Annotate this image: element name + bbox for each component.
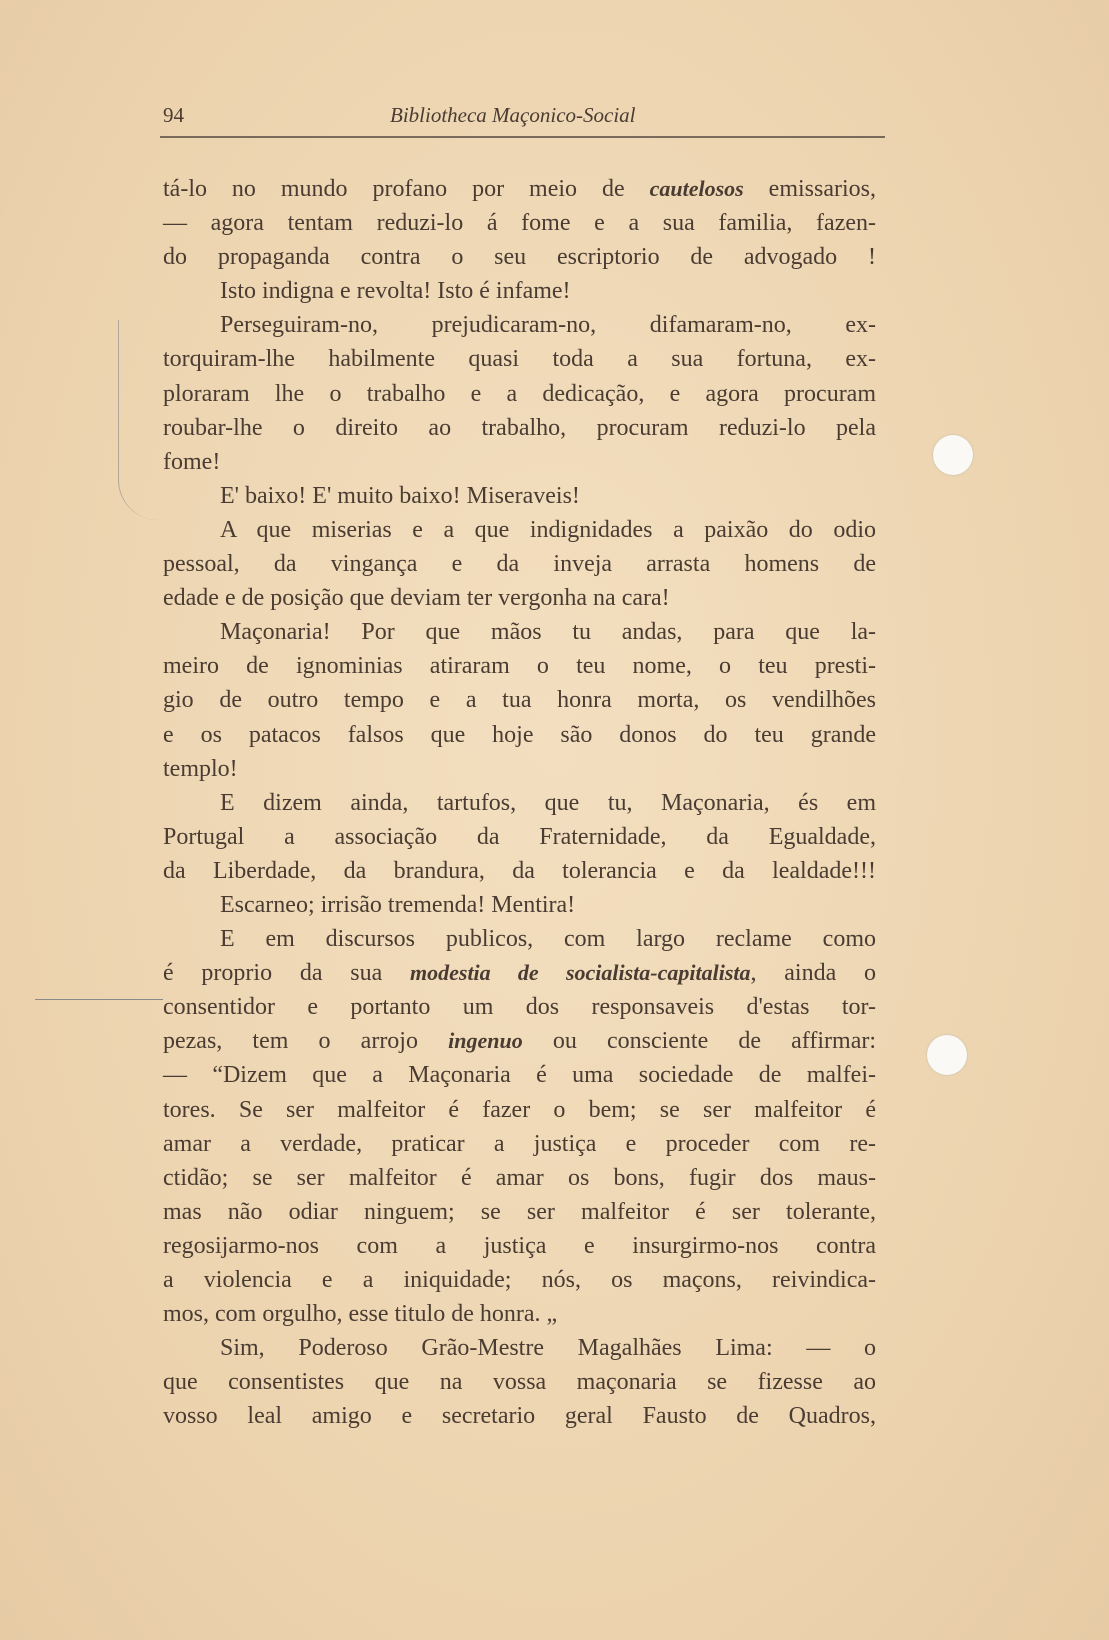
binding-hole: [933, 435, 973, 475]
text-line: [163, 956, 876, 990]
text-line: [163, 752, 876, 786]
binding-hole: [927, 1035, 967, 1075]
text-line: [163, 1365, 876, 1399]
text-run: tá-lo no mundo profano por meio de: [163, 176, 650, 202]
text-run: Maçonaria! Por que mãos tu andas, para que la-: [220, 619, 876, 646]
text-run: E dizem ainda, tartufos, que tu, Maçonaria, és em: [220, 789, 876, 816]
text-run: E em discursos publicos, com largo reclame como: [220, 926, 876, 953]
text-run: Isto indigna e revolta! Isto é infame!: [220, 278, 571, 305]
pencil-underline-mark: [35, 999, 163, 1000]
running-title: Bibliotheca Maçonico-Social: [390, 103, 636, 127]
text-run: roubar-lhe o direito ao trabalho, procuram reduzi-lo pela: [163, 414, 876, 441]
italic-text-run: ingenuo: [448, 1028, 523, 1054]
text-line: [163, 1297, 876, 1331]
text-run: da Liberdade, da brandura, da tolerancia e da lealdade!!!: [163, 857, 876, 884]
text-run: é proprio da sua: [163, 960, 410, 987]
text-run: mas não odiar ninguem; se ser malfeitor é ser tolerante,: [163, 1198, 876, 1225]
text-run: — agora tentam reduzi-lo á fome e a sua familia, fazen-: [163, 210, 876, 237]
text-run: pezas, tem o arrojo: [163, 1028, 449, 1055]
text-line: [163, 1195, 876, 1229]
text-run: amar a verdade, praticar a justiça e proceder com re-: [163, 1130, 876, 1157]
text-line: [163, 922, 876, 956]
header-rule: [160, 136, 885, 138]
text-run: consentidor e portanto um dos responsaveis d'estas tor-: [163, 994, 876, 1021]
text-run: que consentistes que na vossa maçonaria se fizesse ao: [163, 1369, 876, 1396]
text-run: , ainda o: [750, 960, 876, 987]
text-line: [163, 172, 876, 206]
text-run: torquiram-lhe habilmente quasi toda a sua fortuna, ex-: [163, 346, 876, 373]
italic-text-run: modestia de socialista-capitalista: [410, 960, 751, 986]
text-run: e os patacos falsos que hoje são donos do teu grande: [163, 721, 876, 748]
text-line: [163, 1229, 876, 1263]
text-line: [163, 411, 876, 445]
text-line: [163, 1127, 876, 1161]
text-run: ou consciente de affirmar:: [522, 1028, 876, 1055]
text-line: [163, 274, 876, 308]
text-line: [163, 581, 876, 615]
text-run: emissarios,: [743, 176, 876, 202]
page-number: 94: [163, 103, 184, 127]
text-run: vosso leal amigo e secretario geral Fausto de Quadros,: [163, 1403, 876, 1430]
text-line: [163, 206, 876, 240]
text-line: [163, 1399, 876, 1433]
text-run: Escarneo; irrisão tremenda! Mentira!: [220, 891, 576, 918]
text-line: [163, 547, 876, 581]
text-line: [163, 240, 876, 274]
text-line: [163, 1024, 876, 1058]
text-line: [163, 683, 876, 717]
text-line: [163, 888, 876, 922]
text-run: Portugal a associação da Fraternidade, da Egualdade,: [163, 823, 876, 850]
text-run: regosijarmo-nos com a justiça e insurgirmo-nos contra: [163, 1232, 876, 1259]
text-line: [163, 820, 876, 854]
text-line: [163, 718, 876, 752]
text-line: [163, 513, 876, 547]
text-run: Sim, Poderoso Grão-Mestre Magalhães Lima: — o: [220, 1335, 876, 1362]
text-line: [163, 342, 876, 376]
text-line: [163, 854, 876, 888]
pencil-margin-mark: [118, 320, 159, 520]
text-run: A que miserias e a que indignidades a paixão do odio: [220, 516, 876, 543]
body-text: [163, 172, 876, 1433]
text-run: Perseguiram-no, prejudicaram-no, difamaram-no, ex-: [220, 312, 876, 339]
text-line: [163, 649, 876, 683]
text-run: E' baixo! E' muito baixo! Miseraveis!: [220, 482, 580, 509]
text-line: [163, 786, 876, 820]
text-line: [163, 479, 876, 513]
text-line: [163, 615, 876, 649]
text-run: edade e de posição que deviam ter vergonha na cara!: [163, 585, 670, 612]
text-run: tores. Se ser malfeitor é fazer o bem; se ser malfeitor é: [163, 1096, 876, 1123]
italic-text-run: cautelosos: [649, 176, 744, 201]
text-run: mos, com orgulho, esse titulo de honra. „: [163, 1301, 558, 1328]
text-line: [163, 1058, 876, 1092]
text-run: pessoal, da vingança e da inveja arrasta homens de: [163, 551, 876, 578]
text-run: ploraram lhe o trabalho e a dedicação, e agora procuram: [163, 380, 876, 407]
text-run: fome!: [163, 448, 221, 475]
text-line: [163, 1331, 876, 1365]
text-line: [163, 1161, 876, 1195]
text-run: templo!: [163, 755, 238, 782]
text-run: — “Dizem que a Maçonaria é uma sociedade de malfei-: [163, 1062, 876, 1089]
text-run: do propaganda contra o seu escriptorio de advogado !: [163, 244, 876, 271]
text-line: [163, 1263, 876, 1297]
text-run: ctidão; se ser malfeitor é amar os bons, fugir dos maus-: [163, 1164, 876, 1191]
text-run: gio de outro tempo e a tua honra morta, os vendilhões: [163, 687, 876, 714]
text-run: meiro de ignominias atiraram o teu nome, o teu presti-: [163, 653, 876, 680]
text-line: [163, 990, 876, 1024]
text-line: [163, 1093, 876, 1127]
text-line: [163, 308, 876, 342]
text-line: [163, 377, 876, 411]
text-run: a violencia e a iniquidade; nós, os maçons, reivindica-: [163, 1267, 876, 1293]
text-line: [163, 445, 876, 479]
